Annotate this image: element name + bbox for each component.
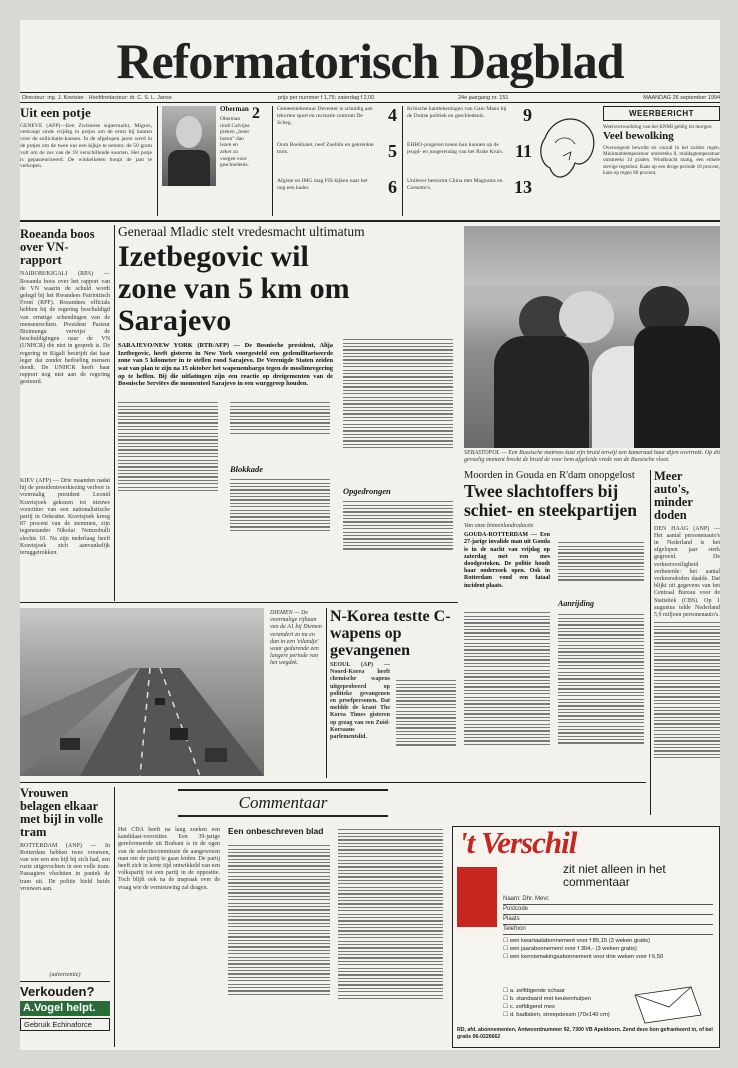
index-item[interactable]: EHBO-jongeren tonen hun kunnen op de jeugd- en jongerendag van het Rode Kruis. 11: [407, 141, 532, 161]
teaser-title: Uit een potje: [20, 106, 91, 120]
newspaper-page: [20, 20, 720, 1050]
form-field-plaats[interactable]: Plaats: [503, 915, 713, 925]
commentary-text: Het CDA heeft na lang zoeken een kandidaat-voorzitter. Een 39-jarige gereformeerde uit Brabant is in de ogen van de selectiecommissie de aangewezen man om de partij te gaan leiden. De partij heeft zich in korte tijd ontwikkeld van een volkspartij tot een partij in de oppositie. Toch blijft ook na de inspraak over de vraag wie de vernieuwing zal dragen.: [118, 827, 220, 891]
teaser-box: [20, 106, 152, 216]
form-field-telefoon[interactable]: Telefoon: [503, 925, 713, 935]
ad-label: (advertentie): [49, 972, 81, 978]
article-murders: [464, 470, 646, 820]
portrait-caption: Oberman rindt Calvijns preken „beter horen” dan lezen en zeker zo voegen voor geschiedenis.: [220, 116, 250, 169]
women-title: Vrouwen belagen elkaar met bijl in volle tram: [20, 787, 103, 840]
bosnia-lead: SARAJEVO/NEW YORK (RTR/AFP) — De Bosnische president, Alija Izetbegovic, heeft gisteren in New York voorgesteld een gedemilitariseerde zone van 5 kilometer in te stellen rond Sarajevo. De Verenigde Staten zeiden wat van plan te zijn na 15 oktober het wapenembargo tegen de moslimregering op te heffen. Bij die uitlatingen zijn een reactie op dreigementen van de Bosnische Serviërs die momenteel Sarajevo in een wurggreep houden.: [118, 342, 333, 388]
murders-byline: Van onze binnenlandredactie: [464, 523, 534, 530]
rwanda-text: NAIROBI/KIGALI (RPA) — Roeanda boos over het rapport van de VN waarin de schuld wordt gelegd bij het Rwandees Patriottisch Front (RPF). Roeandees officials hebben bij de regering beschuldigd van ernstige schendingen van de mensenrechten. President Pasteur Bizimungu verwijst de beschuldigingen naar de VN (UNHCR) die niet in gesprek is. De regering in Kigali bestrijdt dat haar leger dat zonder bedoeling mensen doodt. De UNHCR heeft haar rapport nog niet aan de regering gestuurd.: [20, 271, 110, 386]
bosnia-subhead-1: Blokkade: [230, 464, 264, 474]
weather-label: WEERBERICHT: [603, 106, 720, 121]
article-cars: [654, 470, 720, 815]
verschil-brand: 't Verschil: [459, 826, 577, 860]
portrait-label: Oberman: [220, 106, 249, 113]
murders-subhead: Aanrijding: [558, 599, 595, 608]
women-text: ROTTERDAM (ANP) — In Rotterdam hebben twee vrouwen, van wie een een bijl bij zich had, een ruzie uitgevochten in een volle tram. Passagiers vluchtten in paniek de tram uit. De politie hield beide vrouwen aan.: [20, 842, 110, 892]
portrait-block: [162, 106, 267, 216]
teaser-text: GENEVE (AFP)—Een Zwitserse supermarkt, Migros, verkoopt sinds vrijdag in potjes om de ernst bij kanten voor de sollicitatie-kansen. In de afgelopen jaren werd in de potjes om de twee uur een kijkje te nemen; de 50 gram vult om de zes van de 18 verschillende soorten. Het potje is gepasteuriseerd. De winkelketen hoopt de jam te verkopen.: [20, 122, 152, 170]
index-col-1: [277, 106, 397, 216]
verschil-logo-bar: [457, 867, 497, 927]
kiev-text: KIEV (AFP) — Drie maanden nadat hij de presidentsverkiezing verloor is voormalig president Leonid Kravtsjoek gekozen tot nieuwe voorzitter van een nationalistische partij in Oekraïne. Kravtsjoek kreeg 87 procent van de stemmen, zijn tegenstander Nikolai Nemzobulli slechts 10. Na zijn nederlaag heeft Kravtsjoek zich aanvankelijk teruggetrokken.: [20, 478, 110, 557]
option-jaar[interactable]: ☐ een jaarabonnement voor f 304,- (3 weken gratis): [503, 946, 637, 952]
masthead-staff: Directeur: ing. J. Koetsier · Hoofdredacteur: dr. C. S. L. Janse: [22, 95, 172, 101]
bosnia-kicker: Generaal Mladic stelt vredesmacht ultimatum: [118, 225, 365, 239]
bosnia-subhead-2: Opgedrongen: [343, 486, 391, 496]
masthead-price: prijs per nummer f 1,75; zaterdag f 2,00: [278, 95, 375, 101]
index-item[interactable]: Afgiste en IMG mag FIS kijken naar het oog een kader. 6: [277, 177, 397, 197]
murders-title: Twee slachtoffers bij schiet- en steekpartijen: [464, 481, 638, 521]
checkbox-schaar[interactable]: ☐ a. zelfdigende schaar: [503, 988, 565, 994]
index-item[interactable]: Gemeentebestuur Deventer is schuldig aan tekorten sport en recreatie centrum De Scheg. 4: [277, 106, 397, 126]
masthead-title: Reformatorisch Dagblad: [116, 34, 624, 88]
weather-map: [535, 108, 600, 208]
envelope-icon: [633, 985, 703, 1025]
weather-title: Veel bewolking: [603, 130, 674, 142]
murders-kicker: Moorden in Gouda en R'dam onopgelost: [464, 470, 635, 481]
murders-lead: GOUDA-ROTTERDAM — Een 27-jarige invalide man uit Gouda is in de nacht van vrijdag op zaterdag met een mes doodgestoken. De politie houdt haar onderzoek open. Ook in Rotterdam vond een fataal incident plaats.: [464, 532, 550, 589]
ad-product: Gebruik Echinaforce: [20, 1018, 110, 1031]
article-rwanda: [20, 228, 110, 478]
masthead-volume: 24e jaargang nr. 151: [458, 95, 509, 101]
cars-title: Meer auto's, minder doden: [654, 470, 693, 523]
commentary: [118, 787, 448, 1047]
sebastopol-caption: SEBASTOPOL — Een Russische matroos kust zijn bruid terwijl een kameraad haar dijen overtrekt. Op dit gevoelig moment breekt de bruid de voor hem afgeleide vrede van de Russische vloot.: [464, 450, 720, 463]
checkbox-badlaken[interactable]: ☐ d. badlaken, streepdessin (70x140 cm): [503, 1012, 610, 1018]
form-field-name[interactable]: Naam: Dhr. Mevr.: [503, 895, 713, 905]
verschil-tagline: zit niet alleen in het commentaar: [563, 862, 666, 889]
korea-title: N-Korea testte C-wapens op gevangenen: [330, 608, 451, 659]
traffic-photo: [20, 608, 264, 776]
highway-image: [20, 608, 264, 776]
index-item[interactable]: Unilever bestormt China met Magnums en Cornetto's. 13: [407, 177, 532, 197]
option-kennismaking[interactable]: ☐ een kennismakingsabonnement voor drie weken voor f 6,50: [503, 954, 664, 960]
ad-question: Verkouden?: [20, 981, 110, 999]
option-kwartaal[interactable]: ☐ een kwartaalabonnement voor f 85,15 (3 weken gratis): [503, 938, 650, 944]
korea-text: SEOUL (AP) — Noord-Korea heeft chemische wapens uitgeprobeerd op politieke gevangenen en proefpersonen. Dat meldde de krant The Korea Times gisteren op gezag van een Zuid-Koreaans parlementslid.: [330, 662, 390, 741]
commentary-title: Een onbeschreven blad: [228, 826, 324, 836]
ad-brand: A.Vogel helpt.: [20, 1001, 110, 1017]
article-bosnia: [118, 225, 458, 595]
sebastopol-photo: [464, 226, 720, 448]
portrait-photo: [162, 106, 216, 186]
checkbox-mes[interactable]: ☐ c. zelfdigend mes: [503, 1004, 555, 1010]
index-item[interactable]: Oom Boekhaiet, neef Zoeblin en gekrenkte trots. 5: [277, 141, 397, 161]
commentary-label: Commentaar: [178, 789, 388, 817]
bosnia-title: Izetbegovic wil zone van 5 km om Sarajevo: [118, 240, 350, 338]
portrait-page: 2: [252, 106, 260, 122]
index-item[interactable]: Kritische kanttekeningen van Gaio Mann bij de Duitse politiek en geschiedenis. 9: [407, 106, 532, 125]
weather-box: [603, 106, 720, 216]
rwanda-title: Roeanda boos over VN-rapport: [20, 228, 95, 268]
weather-map-icon: [535, 108, 600, 208]
article-kiev: [20, 478, 110, 596]
traffic-caption: DIEMEN — De voormalige rijbaan van de A1 bij Diemen verandert zo nu en dan in een 'eilandje' waar gedurende een langere periode van het wegdek.: [270, 610, 322, 667]
index-col-2: [407, 106, 532, 216]
article-women: [20, 787, 110, 972]
ad-verschil[interactable]: [452, 826, 720, 1048]
weather-text: Overwegend bewolkt en vooral in het zuiden regen. Minimumtemperatuur omstreeks 8, middagtemperatuur omstreeks 14 graden. Windkracht matig, een enkele stevige regenbui. Kans op een droge periode 10 procent, kans op regen 80 procent.: [603, 144, 720, 177]
ad-vogel[interactable]: [20, 972, 110, 1048]
checkbox-standaard[interactable]: ☐ b. standaard met keukenhulpen: [503, 996, 592, 1002]
cars-text: DEN HAAG (ANP) — Het aantal personenauto's in Nederland is het afgelopen jaar sterk gegroeid. De verkeersveiligheid verbeterde: het aantal verkeersdoden daalde. Dat blijkt uit gegevens van het Centraal Bureau voor de Statistiek (CBS). Op 1 augustus telde Nederland 5,9 miljoen personenauto's.: [654, 525, 720, 618]
weather-subtitle: Weersverwachting van het KNMI geldig tot morgen:: [603, 124, 713, 130]
masthead-date: MAANDAG 26 september 1994: [643, 95, 720, 101]
article-korea: [330, 608, 458, 778]
verschil-footer: RD, afd. abonnementen, Antwoordnummer 92, 7300 VB Apeldoorn. Zend deze bon gefrankeerd in, of bel gratis 06-0226662: [457, 1027, 713, 1040]
form-field-postcode[interactable]: Postcode: [503, 905, 713, 915]
